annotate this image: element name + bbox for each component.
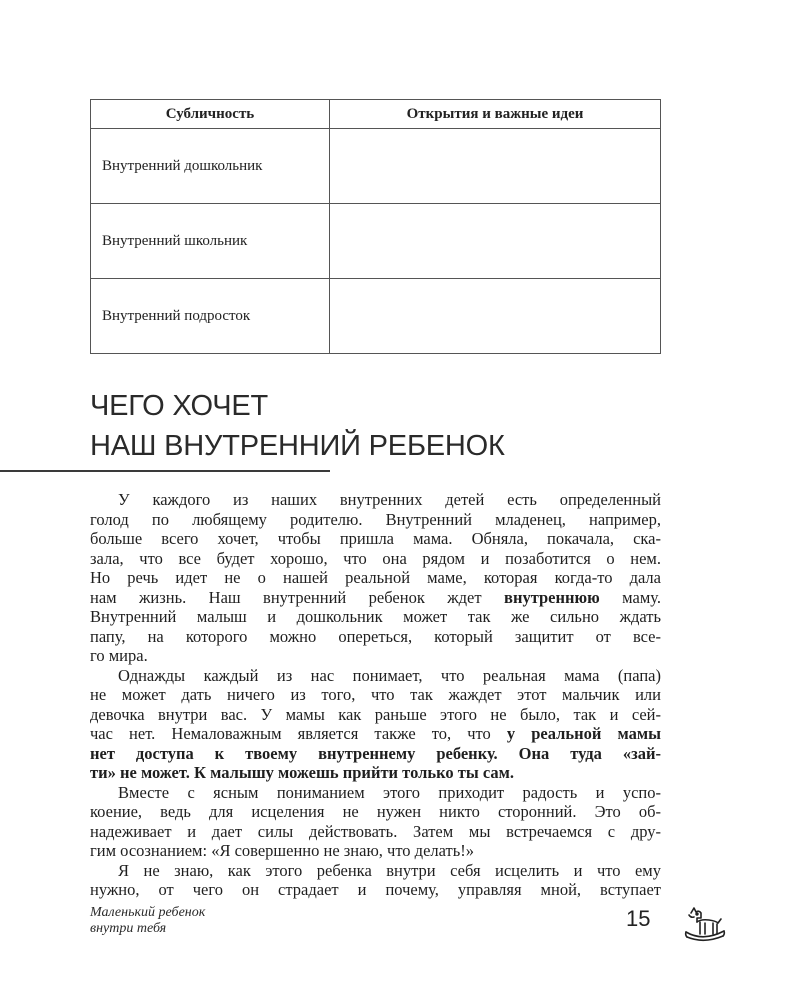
table-row-label: Внутренний дошкольник (91, 129, 330, 204)
heading-divider (0, 470, 330, 472)
table-row-label: Внутренний подросток (91, 279, 330, 354)
book-title-line1: Маленький ребенок (90, 905, 206, 920)
table-row (91, 279, 661, 354)
table-header-subpersonality: Субличность (91, 100, 330, 129)
text-line: гим осознанием: «Я совершенно не знаю, что делать!» (90, 841, 475, 860)
text-line: нет доступа к твоему внутреннему ребенку. Она туда «зай- (90, 743, 661, 763)
table-row (91, 204, 661, 279)
table-header-row (91, 100, 661, 129)
page-number: 15 (626, 906, 651, 931)
table-row-value (330, 279, 661, 354)
text-line: нужно, от чего он страдает и почему, управляя мной, вступает (90, 880, 661, 899)
subpersonality-table (90, 99, 661, 354)
text-line: го мира. (90, 646, 148, 665)
text-line: час нет. Немаловажным является также то, что у реальной мамы (90, 724, 662, 743)
body-text (90, 490, 661, 900)
text-line: больше всего хочет, чтобы пришла мама. Обняла, покачала, ска- (90, 529, 661, 548)
book-title (90, 905, 205, 937)
text-line: надеживает и дает силы действовать. Затем мы встречаемся с дру- (90, 821, 661, 841)
text-line: зала, что все будет хорошо, что она рядом и позаботится о нем. (90, 548, 661, 568)
section-heading (90, 386, 505, 466)
table-row (91, 129, 661, 204)
table-row-value (330, 204, 661, 279)
text-line: девочка внутри вас. У мамы как раньше этого не было, так и сей- (90, 704, 661, 724)
section-heading-line1: ЧЕГО ХОЧЕТ (90, 390, 269, 422)
text-line: Я не знаю, как этого ребенка внутри себя исцелить и что ему (118, 860, 661, 880)
text-line: Вместе с ясным пониманием этого приходит радость и успо- (118, 782, 661, 802)
rocking-horse-icon (683, 904, 727, 944)
text-line: папу, на которого можно опереться, который защитит от все- (90, 626, 661, 646)
text-line: Внутренний малыш и дошкольник может так же сильно ждать (90, 607, 661, 626)
book-title-line2: внутри тебя (90, 921, 167, 936)
text-line: У каждого из наших внутренних детей есть определенный (118, 490, 661, 509)
table-header-discoveries: Открытия и важные идеи (330, 100, 661, 129)
text-line: Но речь идет не о нашей реальной маме, которая когда-то дала (90, 568, 661, 587)
text-line: коение, ведь для исцеления не нужен никто сторонний. Это об- (90, 802, 661, 821)
text-line: не может дать ничего из того, что так жаждет этот мальчик или (90, 685, 661, 704)
section-heading-line2: НАШ ВНУТРЕННИЙ РЕБЕНОК (90, 430, 505, 462)
text-line: ти» не может. К малышу можешь прийти только ты сам. (90, 763, 515, 782)
text-line: голод по любящему родителю. Внутренний младенец, например, (90, 509, 661, 529)
text-line: нам жизнь. Наш внутренний ребенок ждет внутреннюю маму. (90, 587, 661, 607)
table-row-label: Внутренний школьник (91, 204, 330, 279)
text-line: Однажды каждый из нас понимает, что реальная мама (папа) (118, 665, 661, 685)
table-row-value (330, 129, 661, 204)
